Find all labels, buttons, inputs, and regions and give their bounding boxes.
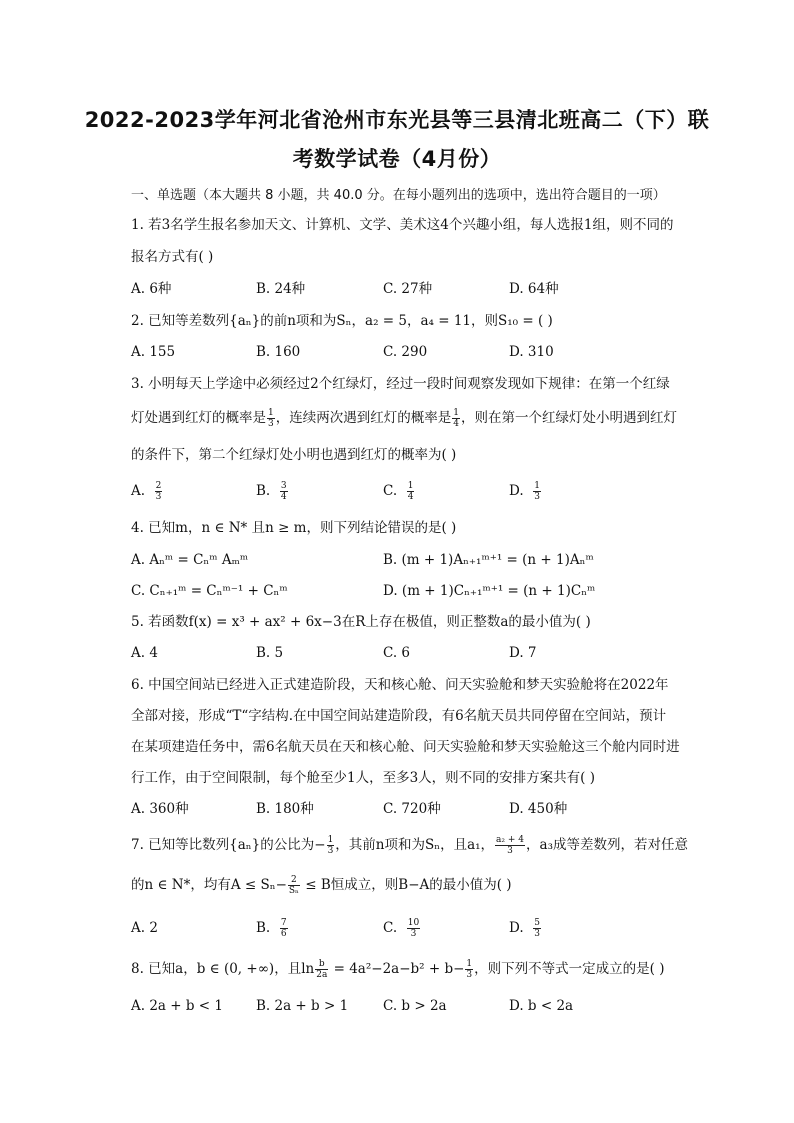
q3-option-d-den: 3 bbox=[534, 492, 540, 502]
q8-text-b: = 4a²−2a−b² + b− bbox=[329, 961, 465, 977]
q3-option-a-letter: A. bbox=[131, 483, 146, 499]
q5-option-c: C. 6 bbox=[383, 645, 411, 661]
question-3-line-2 bbox=[131, 408, 696, 429]
q3-option-c-letter: C. bbox=[383, 483, 398, 499]
question-1-line-2: 报名方式有( ) bbox=[131, 249, 214, 265]
q3-frac-2 bbox=[452, 408, 460, 429]
q8-option-c: C. b > 2a bbox=[383, 998, 447, 1014]
q3-text-b: ，连续两次遇到红灯的概率是 bbox=[275, 410, 452, 426]
q4-option-d: D. (m + 1)Cₙ₊₁ᵐ⁺¹ = (n + 1)Cₙᵐ bbox=[383, 583, 596, 599]
question-8-line-1 bbox=[131, 959, 696, 980]
question-6-line-3: 在某项建造任务中，需6名航天员在天和核心舱、问天实验舱和梦天实验舱这三个舱内同时进 bbox=[131, 739, 680, 755]
q3-option-b-frac bbox=[280, 481, 288, 502]
q1-option-b: B. 24种 bbox=[256, 281, 306, 297]
q3-option-b-num: 3 bbox=[280, 481, 287, 491]
q3-option-d-frac bbox=[533, 481, 541, 502]
q7-option-b bbox=[256, 918, 289, 939]
q7-option-b-frac bbox=[280, 918, 288, 939]
question-1-line-1: 1. 若3名学生报名参加天文、计算机、文学、美术这4个兴趣小组，每人选报1组，则不同的 bbox=[131, 217, 674, 233]
q7-option-b-den: 6 bbox=[280, 929, 287, 939]
q3-option-a bbox=[131, 481, 163, 502]
q5-option-d: D. 7 bbox=[509, 645, 537, 661]
q6-option-d: D. 450种 bbox=[509, 801, 568, 817]
question-6-line-2: 全部对接，形成“T“字结构.在中国空间站建造阶段，有6名航天员共同停留在空间站，预计 bbox=[131, 708, 667, 724]
q3-option-b bbox=[256, 481, 289, 502]
q7-text-a: 7. 已知等比数列{aₙ}的公比为− bbox=[131, 837, 326, 853]
q7-frac-2-num: 2 bbox=[288, 875, 300, 886]
q8-text-a: 8. 已知a，b ∈ (0, +∞)，且ln bbox=[131, 961, 315, 977]
question-7-line-2 bbox=[131, 875, 696, 896]
q3-option-a-den: 3 bbox=[155, 492, 162, 502]
q2-option-c: C. 290 bbox=[383, 344, 428, 360]
question-7-line-1 bbox=[131, 835, 696, 856]
q7-text-d: 的n ∈ N*，均有A ≤ Sₙ− bbox=[131, 877, 287, 893]
q6-option-a: A. 360种 bbox=[131, 801, 189, 817]
q7-frac-term bbox=[495, 835, 525, 856]
q6-option-b: B. 180种 bbox=[256, 801, 314, 817]
q3-option-c-num: 1 bbox=[407, 481, 414, 491]
q8-frac-log-den: 2a bbox=[316, 970, 328, 980]
q7-option-c-num: 10 bbox=[407, 918, 420, 928]
question-2-line-1: 2. 已知等差数列{aₙ}的前n项和为Sₙ，a₂ = 5，a₄ = 11，则S₁₀ = ( ) bbox=[131, 313, 553, 329]
q5-option-a: A. 4 bbox=[131, 645, 158, 661]
q3-frac-2-num: 1 bbox=[453, 408, 459, 418]
q7-frac-ratio bbox=[327, 835, 335, 856]
q3-option-c-frac bbox=[407, 481, 415, 502]
q3-text-c: ，则在第一个红绿灯处小明遇到红灯 bbox=[460, 410, 677, 426]
q2-option-d: D. 310 bbox=[509, 344, 554, 360]
question-6-line-4: 行工作，由于空间限制，每个舱至少1人，至多3人，则不同的安排方案共有( ) bbox=[131, 770, 596, 786]
q2-option-a: A. 155 bbox=[131, 344, 176, 360]
q6-option-c: C. 720种 bbox=[383, 801, 441, 817]
q7-option-d bbox=[509, 918, 542, 939]
q7-option-b-letter: B. bbox=[256, 920, 271, 936]
q3-frac-1-den: 3 bbox=[268, 419, 274, 429]
q3-option-a-frac bbox=[155, 481, 163, 502]
q4-option-a: A. Aₙᵐ = Cₙᵐ Aₘᵐ bbox=[131, 552, 249, 568]
q4-option-c: C. Cₙ₊₁ᵐ = Cₙᵐ⁻¹ + Cₙᵐ bbox=[131, 583, 288, 599]
q8-frac-third-den: 3 bbox=[466, 970, 473, 980]
q3-option-d bbox=[509, 481, 542, 502]
q7-option-a: A. 2 bbox=[131, 920, 158, 936]
q7-option-d-num: 5 bbox=[534, 918, 540, 928]
q4-option-b: B. (m + 1)Aₙ₊₁ᵐ⁺¹ = (n + 1)Aₙᵐ bbox=[383, 552, 594, 568]
q8-option-b: B. 2a + b > 1 bbox=[256, 998, 349, 1014]
q7-option-b-num: 7 bbox=[280, 918, 287, 928]
q3-option-d-num: 1 bbox=[534, 481, 540, 491]
exam-title-line-2: 考数学试卷（4月份） bbox=[292, 147, 502, 171]
q3-option-c-den: 4 bbox=[407, 492, 414, 502]
q7-option-c-letter: C. bbox=[383, 920, 398, 936]
q7-option-d-den: 3 bbox=[534, 929, 540, 939]
q7-frac-ratio-den: 3 bbox=[327, 846, 334, 856]
q7-frac-ratio-num: 1 bbox=[327, 835, 334, 845]
q3-option-d-letter: D. bbox=[509, 483, 524, 499]
q8-text-c: ，则下列不等式一定成立的是( ) bbox=[474, 961, 665, 977]
q5-option-b: B. 5 bbox=[256, 645, 284, 661]
q8-frac-third-num: 1 bbox=[466, 959, 473, 969]
q8-frac-log bbox=[315, 959, 328, 980]
q7-text-b: ，其前n项和为Sₙ，且a₁， bbox=[335, 837, 495, 853]
q7-frac-term-den: 3 bbox=[507, 846, 513, 856]
q7-frac-term-num: a₂ + 4 bbox=[496, 835, 525, 845]
q3-option-c bbox=[383, 481, 415, 502]
q3-frac-2-den: 4 bbox=[453, 419, 459, 429]
question-3-line-1: 3. 小明每天上学途中必须经过2个红绿灯，经过一段时间观察发现如下规律：在第一个红绿 bbox=[131, 376, 670, 392]
q7-frac-2-den: Sₙ bbox=[288, 886, 299, 896]
q7-text-c: ，a₃成等差数列，若对任意 bbox=[526, 837, 688, 853]
q3-text-a: 灯处遇到红灯的概率是 bbox=[131, 410, 266, 426]
q1-option-d: D. 64种 bbox=[509, 281, 559, 297]
q2-option-b: B. 160 bbox=[256, 344, 301, 360]
q7-option-d-letter: D. bbox=[509, 920, 524, 936]
q7-frac-2-over-s bbox=[288, 875, 300, 896]
q7-option-c-frac bbox=[407, 918, 420, 939]
question-5-line-1: 5. 若函数f(x) = x³ + ax² + 6x−3在R上存在极值，则正整数a的最小值为( ) bbox=[131, 614, 591, 630]
q1-option-c: C. 27种 bbox=[383, 281, 433, 297]
q3-frac-1 bbox=[267, 408, 275, 429]
q7-option-c bbox=[383, 918, 421, 939]
exam-title-line-1: 2022-2023学年河北省沧州市东光县等三县清北班高二（下）联 bbox=[84, 108, 710, 132]
q7-option-c-den: 3 bbox=[410, 929, 417, 939]
q8-frac-log-num: b bbox=[315, 959, 328, 970]
q3-option-b-den: 4 bbox=[280, 492, 287, 502]
q3-frac-1-num: 1 bbox=[268, 408, 274, 418]
q7-option-d-frac bbox=[533, 918, 541, 939]
q1-option-a: A. 6种 bbox=[131, 281, 172, 297]
q8-option-a: A. 2a + b < 1 bbox=[131, 998, 223, 1014]
q8-frac-third bbox=[465, 959, 473, 980]
question-3-line-3: 的条件下，第二个红绿灯处小明也遇到红灯的概率为( ) bbox=[131, 447, 457, 463]
q7-text-e: ≤ B恒成立，则B−A的最小值为( ) bbox=[300, 877, 512, 893]
q8-option-d: D. b < 2a bbox=[509, 998, 574, 1014]
question-4-line-1: 4. 已知m，n ∈ N* 且n ≥ m，则下列结论错误的是( ) bbox=[131, 520, 457, 536]
section-heading: 一、单选题（本大题共 8 小题，共 40.0 分。在每小题列出的选项中，选出符合题目的一项） bbox=[131, 188, 666, 203]
q3-option-a-num: 2 bbox=[155, 481, 162, 491]
question-6-line-1: 6. 中国空间站已经进入正式建造阶段，天和核心舱、问天实验舱和梦天实验舱将在2022年 bbox=[131, 677, 669, 693]
q3-option-b-letter: B. bbox=[256, 483, 271, 499]
